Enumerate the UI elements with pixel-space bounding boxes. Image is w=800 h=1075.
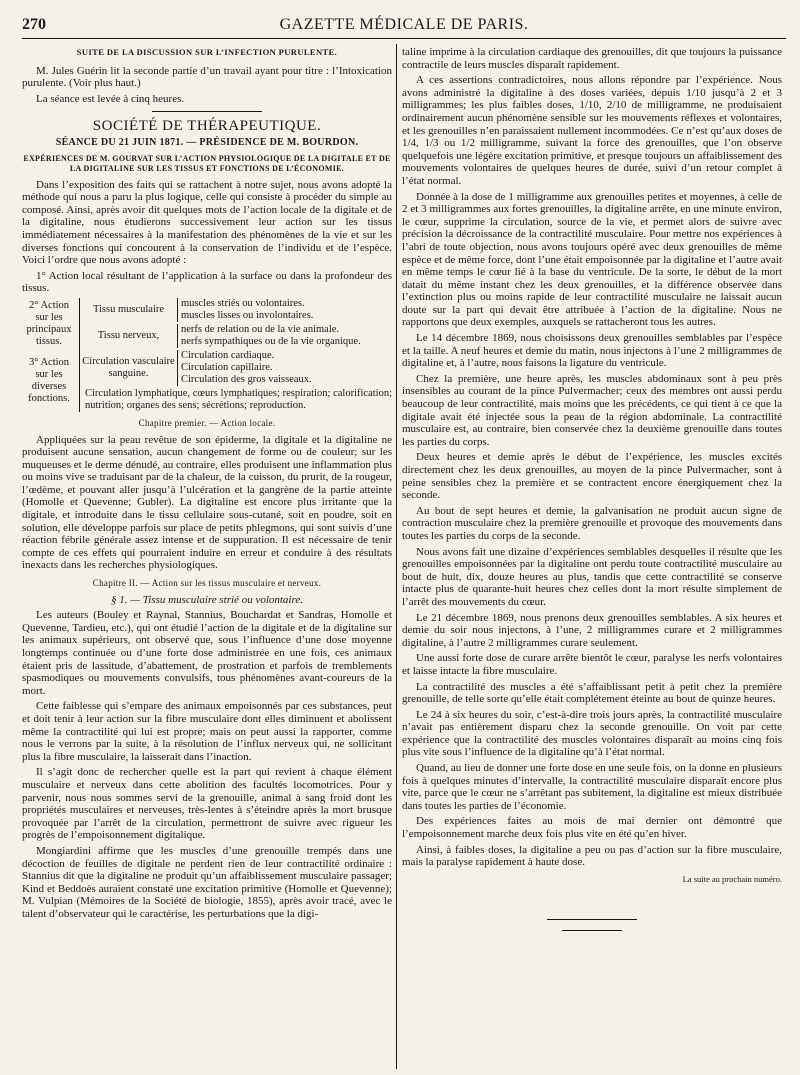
table-cell: nerfs de relation ou de la vie animale. <box>181 323 340 335</box>
left-column <box>22 46 392 1066</box>
table-cell: Circulation lymphatique, cœurs lymphatiques; respiration; calorification; nutrition; organes des sens; sécrétions; reproduction. <box>85 387 392 411</box>
paragraph: Ainsi, à faibles doses, la digitaline a peu ou pas d’action sur la fibre musculaire, mais la paralyse rapidement à haute dose. <box>402 843 782 869</box>
table-cell: nerfs sympathiques ou de la vie organique. <box>181 335 361 347</box>
paragraph: Donnée à la dose de 1 milligramme aux grenouilles petites et moyennes, à celle de 2 et 3 milligrammes aux fortes grenouilles, la digitaline arrête, en une minute environ, le cœur, supprime la circulation, source de la vie, et permet alors de suivre avec précision la décroissance de la contractilité musculaire. Pour mettre nos expériences à l’abri de toute objection, nous avons toujours opéré avec deux grenouilles de même espèce et de même force, dont l’une était empoisonnée par la digitaline et l’autre avait en même temps le cœur lié à la base du ventricule. De la sorte, le début de la mort datait du même instant chez les deux grenouilles, et la différence observée dans l’extinction plus ou moins rapide de leur contractilité musculaire ne laissait aucun doute sur la part qui devait être attribuée à l’action de la digitaline. Nous ne rapportons que deux exemples, auxquels se rattacheront tous les autres. <box>402 190 782 329</box>
table-row-label: Circulation vasculaire sanguine. <box>82 350 178 386</box>
society-title: SOCIÉTÉ DE THÉRAPEUTIQUE. <box>92 118 322 135</box>
paragraph: Le 24 à six heures du soir, c’est-à-dire trois jours après, la contractilité musculaire n’avait pas entièrement disparu chez la seconde grenouille. On voit par cette expérience que la contractilité des muscles volontaires disparaît au moins cinq fois plus vite sous l’influence de la digitaline qu’à l’état normal. <box>402 708 782 759</box>
table-row <box>82 350 392 386</box>
outline-table <box>22 298 392 412</box>
article-subtitle: EXPÉRIENCES DE M. GOURVAT SUR L’ACTION PHYSIOLOGIQUE DE LA DIGITALE ET DE LA DIGITALINE SUR LES TISSUS ET FONCTIONS DE L’ÉCONOMIE. <box>23 153 391 173</box>
seance-heading: SÉANCE DU 21 JUIN 1871. — PRÉSIDENCE DE M. BOURDON. <box>55 136 359 148</box>
table-group-head: 3° Action sur les diverses fonctions. <box>22 350 80 412</box>
section-heading: § 1. — Tissu musculaire strié ou volontaire. <box>111 593 303 606</box>
paragraph: 1° Action local résultant de l’application à la surface ou dans la profondeur des tissus. <box>22 269 392 295</box>
paragraph: Le 14 décembre 1869, nous choisissons deux grenouilles semblables par l’espèce et la taille. A neuf heures et demie du matin, nous injectons à l’une 2 milligrammes de digitaline et, à l’autre, nous faisons la ligature du ventricule. <box>402 332 782 370</box>
paragraph: Appliquées sur la peau revêtue de son épiderme, la digitale et la digitaline ne produisent aucune sensation, aucun changement de forme ou de couleur; sur les muqueuses et le derme dénudé, au contraire, elles produisent une inflammation plus ou moins vive se traduisant par de la chaleur, de la cuisson, du prurit, de la rougeur, l’œdème, et pouvant aller jusqu’à l’ulcération et la gangrène de la partie atteinte (Homolle et Quevenne; Gubler). La digitaline est encore plus irritante que la digitale, et introduite dans le tissu cellulaire sous-cutané, soit en poudre, soit en solution, elle développe parfois sur place de petits phlegmons, qui sont suivis d’une réaction fébrile générale assez intense et de suppuration. Il est nécessaire de tenir compte de ces effets qui pourraient induire en erreur et conduire à des résultats inexacts dans les recherches physiologiques. <box>22 433 392 572</box>
separator-rule <box>152 111 262 112</box>
page-number: 270 <box>22 16 46 33</box>
table-cell: Circulation cardiaque. <box>181 349 275 361</box>
paragraph: Il s’agit donc de rechercher quelle est la part qui revient à chaque élément musculaire et nerveux dans cette abolition des facultés locomotrices. Pour y parvenir, nous nous sommes servi de la grenouille, animal à sang froid dont les propriétés musculaires et nerveuses, très-lentes à s’éteindre après la mort brusque provoquée par l’arrêt de la circulation, permettront de suivre avec rigueur les progrès de l’empoisonnement digitalique. <box>22 766 392 842</box>
paragraph: Quand, au lieu de donner une forte dose en une seule fois, on la donne en plusieurs fois à quelques minutes d’intervalle, la contractilité musculaire disparaît encore plus vite, parce que le cœur ne s’arrêtant pas subitement, la digitaline est mieux distribuée dans toutes les parties de l’économie. <box>402 762 782 812</box>
table-cell: Circulation des gros vaisseaux. <box>181 373 312 385</box>
table-cell: muscles striés ou volontaires. <box>181 297 305 309</box>
paragraph: Deux heures et demie après le début de l’expérience, les muscles excités directement chez les deux grenouilles, au moyen de la pince Pulvermacher, sont à peine sensibles chez la première et se contractent encore énergiquement chez la seconde. <box>402 451 782 502</box>
table-cell: Circulation capillaire. <box>181 361 273 373</box>
table-row-label: Tissu musculaire <box>82 298 178 322</box>
page-header <box>22 16 786 39</box>
paragraph: Chez la première, une heure après, les muscles abdominaux sont à peu près insensibles au courant de la pince Pulvermacher; ceux des membres ont aussi perdu beaucoup de leur contractilité, mais moins que les précédents, ce qui tient à ce que la digitale avait été injectée sous la peau de la région abdominale. La contractilité musculaire est, au contraire, bien conservée chez la deuxième grenouille dans toutes les parties du corps. <box>402 372 782 448</box>
chapter-heading: Chapitre premier. — Action locale. <box>138 417 276 428</box>
paragraph: A ces assertions contradictoires, nous allons répondre par l’expérience. Nous avons administré la digitaline à des doses variées, depuis 1/10 jusqu’à 2 et 3 milligrammes; les plus faibles doses, 1/10, 2/10 de milligramme, ne produisaient ordinairement aucun phénomène sensible sur les mouvements réflexes et volontaires, et les grenouilles n’en paraissaient nullement incommodées. Ce n’est qu’aux doses de 1/4, 1/3 ou 1/2 milligramme, suivant la force des grenouilles, que l’on observe quelquefois une légère excitation primitive, et presque toujours un affaiblissement des mouvements volontaires de quelques heures de durée, suivi d’un retour complet à l’état normal. <box>402 74 782 187</box>
paragraph: Les auteurs (Bouley et Raynal, Stannius, Bouchardat et Sandras, Homolle et Quevenne, Tardieu, etc.), qui ont étudié l’action de la digitale et de la digitaline sur les animaux supérieurs, ont observé que, sous l’influence d’une dose moyenne longtemps continuée ou d’une forte dose administrée en une fois, ces animaux étaient pris de lassitude, d’abattement, de prostration et parfois de tremblements spasmodiques ou mouvements convulsifs, tous phénomènes avant-coureurs de la mort. <box>22 609 392 697</box>
table-row <box>82 298 392 322</box>
paragraph: La séance est levée à cinq heures. <box>36 92 185 105</box>
suite-heading: SUITE DE LA DISCUSSION SUR L’INFECTION PURULENTE. <box>76 47 338 57</box>
continued-note: La suite au prochain numéro. <box>682 873 782 884</box>
journal-title: GAZETTE MÉDICALE DE PARIS. <box>279 16 529 33</box>
paragraph: Des expériences faites au mois de mai dernier ont démontré que l’empoisonnement marche deux fois plus vite en été qu’en hiver. <box>402 815 782 841</box>
table-group-body <box>80 298 392 350</box>
paragraph: taline imprime à la circulation cardiaque des grenouilles, dit que toujours la puissance contractile de leurs muscles disparaît rapidement. <box>402 46 782 71</box>
paragraph: Le 21 décembre 1869, nous prenons deux grenouilles semblables. A six heures et demie du soir nous injectons, à l’une, 2 milligrammes curare et 2 milligrammes digitaline, à l’autre 2 milligrammes curare seulement. <box>402 611 782 649</box>
paragraph: Mongiardini affirme que les muscles d’une grenouille trempés dans une décoction de feuilles de digitale ne perdent rien de leur contractilité ordinaire : Stannius dit que la digitaline ne produit qu’un affaiblissement musculaire passager; Kind et Beddoès auraient constaté une excitation primitive (Homolle et Quevenne); M. Vulpian (Mémoires de la Société de biologie, 1855), après avoir tracé, avec le talent d’observateur qui le caractérise, les perturbations que la digi- <box>22 844 392 920</box>
paragraph: Une aussi forte dose de curare arrête bientôt le cœur, paralyse les nerfs volontaires et laisse intacte la fibre musculaire. <box>402 652 782 677</box>
paragraph: M. Jules Guérin lit la seconde partie d’un travail ayant pour titre : l’Intoxication purulente. (Voir plus haut.) <box>22 64 392 90</box>
paragraph: Cette faiblesse qui s’empare des animaux empoisonnés par ces substances, peut et doit tenir à leur action sur la fibre musculaire dont elles diminuent et abolissent même la contractilité qui lui est propre; mais on peut aussi la rapporter, comme nous le verrons par la suite, à la résolution de l’influx nerveux qui, ne sollicitant plus la fibre musculaire, la laisserait dans l’inaction. <box>22 700 392 763</box>
table-group-body <box>80 350 392 412</box>
table-row <box>82 324 392 348</box>
column-divider <box>396 44 397 1069</box>
table-cell: muscles lisses ou involontaires. <box>181 309 314 321</box>
paragraph: La contractilité des muscles a été s’affaiblissant petit à petit chez la première grenouille, de telle sorte qu’elle était complétement éteinte au bout de quinze heures. <box>402 680 782 706</box>
paragraph: Nous avons fait une dizaine d’expériences semblables desquelles il résulte que les grenouilles empoisonnées par la digitaline ont perdu toute contractilité musculaire au bout de huit, dix, douze heures au plus, tandis que cette contractilité se conserve intacte plus de quarante-huit heures chez celles dont la mort résulte simplement de l’arrêt des mouvements du cœur. <box>402 545 782 608</box>
end-rule <box>562 930 622 931</box>
chapter-heading: Chapitre II. — Action sur les tissus musculaire et nerveux. <box>92 578 322 589</box>
table-row-label: Tissu nerveux, <box>82 324 178 348</box>
paragraph: Au bout de sept heures et demie, la galvanisation ne produit aucun signe de contraction musculaire chez la première grenouille et provoque des mouvements dans toutes les parties du corps de la seconde. <box>402 504 782 542</box>
right-column <box>402 46 782 1066</box>
table-group-head: 2° Action sur les principaux tissus. <box>22 298 80 350</box>
end-rule <box>547 919 637 920</box>
paragraph: Dans l’exposition des faits qui se rattachent à notre sujet, nous avons adopté la méthode qui nous a paru la plus logique, celle qui consiste à procéder du simple au composé. Ainsi, après avoir dit quelques mots de l’action locale de la digitale et de la digitaline, nous étudierons successivement leur action sur les tissus immédiatement nécessaires à la manifestation des phénomènes de la vie et sur les diverses fonctions qui concourent à la conservation de l’individu et de l’espèce. Voici l’ordre que nous avons adopté : <box>22 178 392 267</box>
